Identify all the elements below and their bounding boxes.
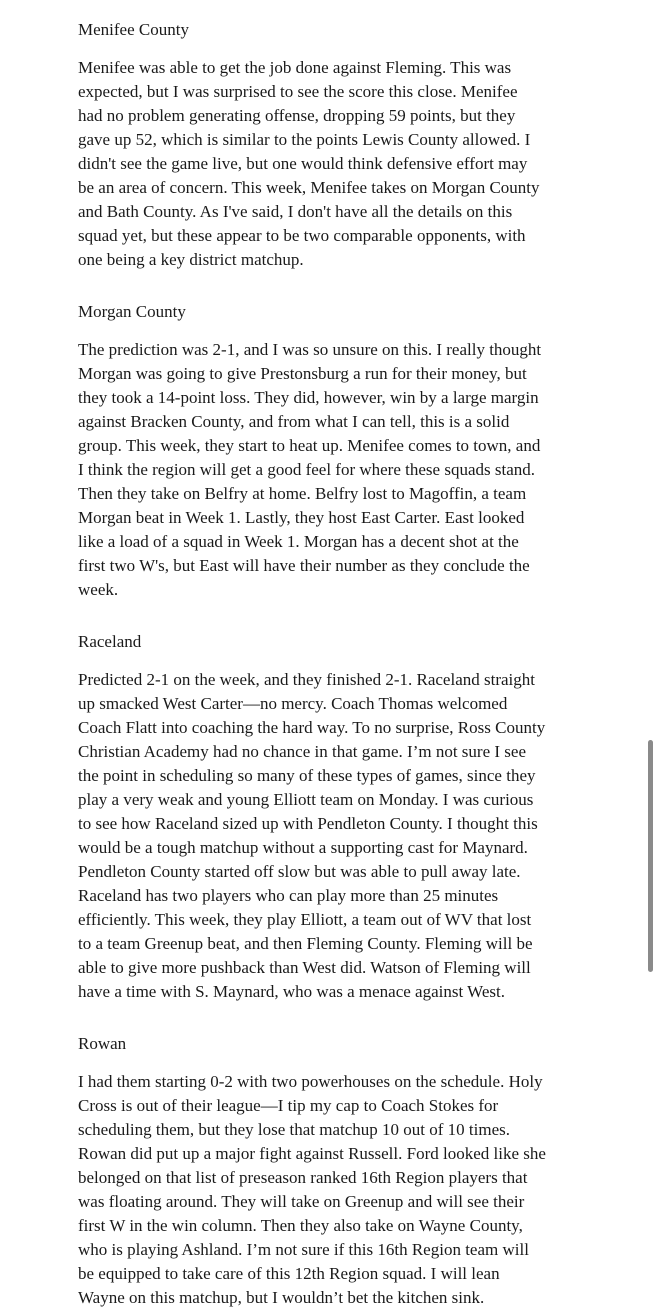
text-line: scheduling them, but they lose that matchup 10 out of 10 times.: [78, 1120, 511, 1139]
text-line: the point in scheduling so many of these types of games, since they: [78, 766, 536, 785]
section-menifee-county: [78, 18, 638, 272]
scrollbar-thumb[interactable]: [648, 740, 653, 972]
text-line: first two W's, but East will have their number as they conclude the: [78, 556, 530, 575]
text-line: Predicted 2-1 on the week, and they finished 2-1. Raceland straight: [78, 670, 535, 689]
text-line: efficiently. This week, they play Elliott, a team out of WV that lost: [78, 910, 532, 929]
text-line: was floating around. They will take on Greenup and will see their: [78, 1192, 525, 1211]
section-paragraph: [78, 338, 638, 602]
text-line: I think the region will get a good feel for where these squads stand.: [78, 460, 535, 479]
text-line: Morgan was going to give Prestonsburg a run for their money, but: [78, 364, 527, 383]
text-line: and Bath County. As I've said, I don't have all the details on this: [78, 202, 513, 221]
text-line: be equipped to take care of this 12th Region squad. I will lean: [78, 1264, 500, 1283]
section-heading: Raceland: [78, 632, 142, 651]
text-line: Cross is out of their league—I tip my cap to Coach Stokes for: [78, 1096, 499, 1115]
text-line: group. This week, they start to heat up. Menifee comes to town, and: [78, 436, 541, 455]
section-heading: Rowan: [78, 1034, 127, 1053]
text-line: I had them starting 0-2 with two powerhouses on the schedule. Holy: [78, 1072, 543, 1091]
article-body: [78, 18, 638, 1310]
text-line: The prediction was 2-1, and I was so unsure on this. I really thought: [78, 340, 542, 359]
text-line: who is playing Ashland. I’m not sure if this 16th Region team will: [78, 1240, 529, 1259]
text-line: Coach Flatt into coaching the hard way. To no surprise, Ross County: [78, 718, 546, 737]
text-line: like a load of a squad in Week 1. Morgan has a decent shot at the: [78, 532, 519, 551]
text-line: Wayne on this matchup, but I wouldn’t bet the kitchen sink.: [78, 1288, 485, 1307]
text-line: Menifee was able to get the job done against Fleming. This was: [78, 58, 512, 77]
text-line: able to give more pushback than West did. Watson of Fleming will: [78, 958, 531, 977]
text-line: Morgan beat in Week 1. Lastly, they host East Carter. East looked: [78, 508, 525, 527]
text-line: belonged on that list of preseason ranked 16th Region players that: [78, 1168, 528, 1187]
text-line: squad yet, but these appear to be two comparable opponents, with: [78, 226, 526, 245]
text-line: gave up 52, which is similar to the points Lewis County allowed. I: [78, 130, 531, 149]
text-line: didn't see the game live, but one would think defensive effort may: [78, 154, 528, 173]
text-line: Pendleton County started off slow but was able to pull away late.: [78, 862, 521, 881]
text-line: one being a key district matchup.: [78, 250, 304, 269]
text-line: be an area of concern. This week, Menifee takes on Morgan County: [78, 178, 540, 197]
text-line: to see how Raceland sized up with Pendleton County. I thought this: [78, 814, 538, 833]
text-line: would be a tough matchup without a supporting cast for Maynard.: [78, 838, 528, 857]
section-paragraph: [78, 1070, 638, 1310]
text-line: expected, but I was surprised to see the score this close. Menifee: [78, 82, 518, 101]
section-rowan: [78, 1032, 638, 1310]
section-paragraph: [78, 56, 638, 272]
text-line: against Bracken County, and from what I can tell, this is a solid: [78, 412, 510, 431]
text-line: Then they take on Belfry at home. Belfry lost to Magoffin, a team: [78, 484, 527, 503]
section-heading: Morgan County: [78, 302, 186, 321]
text-line: had no problem generating offense, dropping 59 points, but they: [78, 106, 516, 125]
text-line: have a time with S. Maynard, who was a menace against West.: [78, 982, 505, 1001]
text-line: Rowan did put up a major fight against Russell. Ford looked like she: [78, 1144, 546, 1163]
section-raceland: [78, 630, 638, 1004]
text-line: week.: [78, 580, 119, 599]
text-line: to a team Greenup beat, and then Fleming County. Fleming will be: [78, 934, 533, 953]
text-line: Raceland has two players who can play more than 25 minutes: [78, 886, 499, 905]
section-morgan-county: [78, 300, 638, 602]
text-line: up smacked West Carter—no mercy. Coach Thomas welcomed: [78, 694, 508, 713]
section-heading: Menifee County: [78, 20, 189, 39]
text-line: Christian Academy had no chance in that game. I’m not sure I see: [78, 742, 526, 761]
section-paragraph: [78, 668, 638, 1004]
text-line: play a very weak and young Elliott team on Monday. I was curious: [78, 790, 534, 809]
text-line: first W in the win column. Then they also take on Wayne County,: [78, 1216, 523, 1235]
text-line: they took a 14-point loss. They did, however, win by a large margin: [78, 388, 539, 407]
